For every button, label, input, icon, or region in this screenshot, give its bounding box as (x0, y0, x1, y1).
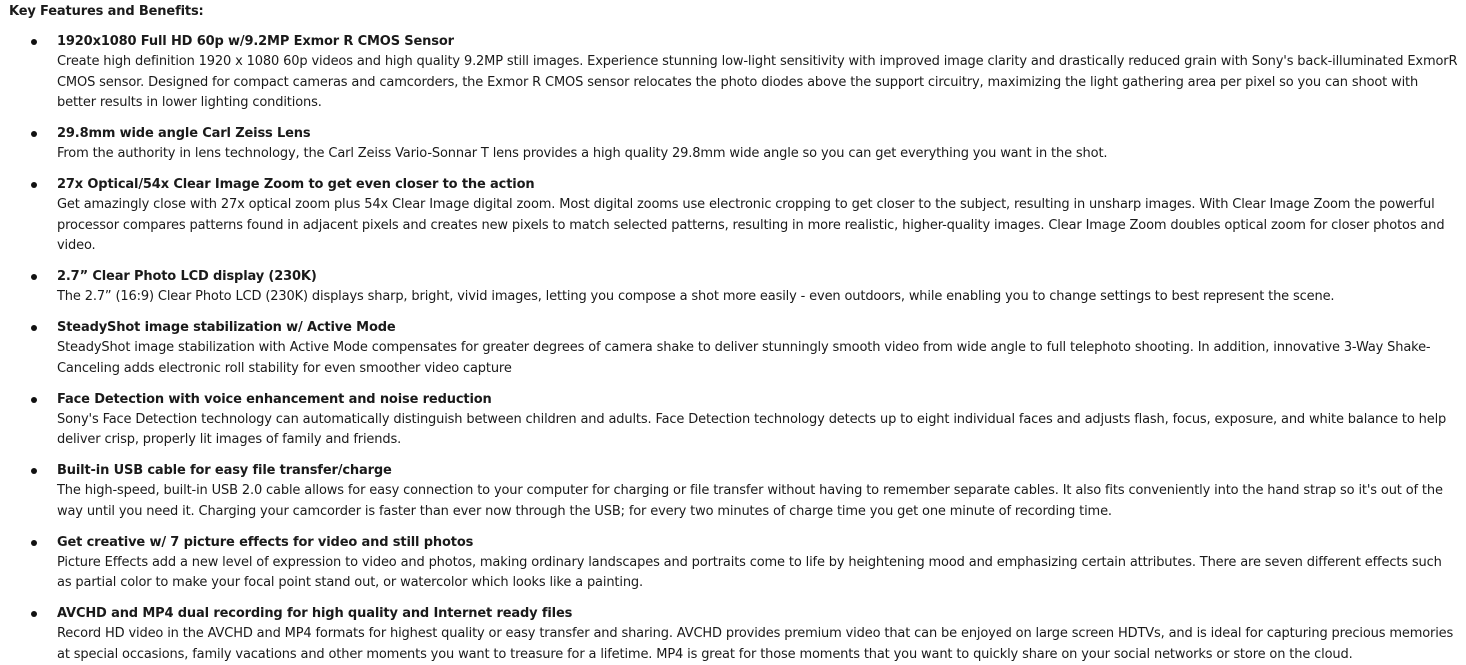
feature-item (9, 175, 1458, 257)
feature-title: AVCHD and MP4 dual recording for high quality and Internet ready files (57, 606, 573, 621)
feature-title: 29.8mm wide angle Carl Zeiss Lens (57, 126, 311, 141)
feature-description: Picture Effects add a new level of expression to video and photos, making ordinary landscapes and portraits come to life by heightening mood and emphasizing certain attributes. There are seven different effects such as partial color to make your focal point stand out, or watercolor which looks like a painting. (57, 554, 1442, 590)
section-heading: Key Features and Benefits: (9, 4, 204, 19)
bullet-icon (31, 540, 37, 546)
feature-title: Get creative w/ 7 picture effects for video and still photos (57, 534, 474, 550)
feature-description: Get amazingly close with 27x optical zoom plus 54x Clear Image digital zoom. Most digital zooms use electronic cropping to get closer to the subject, resulting in unsharp images. With Clear Image Zoom the powerful processor compares patterns found in adjacent pixels and creates new pixels to match selected patterns, resulting in more realistic, higher-quality images. Clear Image Zoom doubles optical zoom for closer photos and video. (57, 197, 1445, 253)
feature-description: From the authority in lens technology, the Carl Zeiss Vario-Sonnar T lens provides a high quality 29.8mm wide angle so you can get everything you want in the shot. (57, 146, 1108, 161)
feature-item (9, 267, 1458, 308)
bullet-icon (31, 468, 37, 474)
feature-item (9, 533, 1458, 594)
feature-item (9, 604, 1458, 665)
feature-description: Create high definition 1920 x 1080 60p videos and high quality 9.2MP still images. Experience stunning low-light sensitivity with improved image clarity and drastically reduced grain with Sony's back-illuminated ExmorR CMOS sensor. Designed for compact cameras and camcorders, the Exmor R CMOS sensor relocates the photo diodes above the support circuitry, maximizing the light gathering area per pixel so you can shoot with better results in lower lighting conditions. (57, 54, 1458, 110)
feature-item (9, 390, 1458, 451)
bullet-icon (31, 611, 37, 617)
bullet-icon (31, 397, 37, 403)
feature-item (9, 32, 1458, 114)
bullet-icon (31, 39, 37, 45)
feature-title: SteadyShot image stabilization w/ Active Mode (57, 320, 396, 335)
feature-title: 1920x1080 Full HD 60p w/9.2MP Exmor R CMOS Sensor (57, 34, 454, 49)
feature-title: Face Detection with voice enhancement and noise reduction (57, 391, 492, 407)
feature-description: SteadyShot image stabilization with Active Mode compensates for greater degrees of camera shake to deliver stunningly smooth video from wide angle to full telephoto shooting. In addition, innovative 3-Way Shake-Canceling adds electronic roll stability for even smoother video capture (57, 340, 1431, 376)
feature-title: 27x Optical/54x Clear Image Zoom to get even closer to the action (57, 177, 535, 192)
bullet-icon (31, 274, 37, 280)
feature-description: The 2.7” (16:9) Clear Photo LCD (230K) displays sharp, bright, vivid images, letting you compose a shot more easily - even outdoors, while enabling you to change settings to best represent the scene. (57, 289, 1335, 304)
feature-title: Built-in USB cable for easy file transfer/charge (57, 463, 392, 478)
bullet-icon (31, 182, 37, 188)
feature-item (9, 124, 1458, 165)
bullet-icon (31, 325, 37, 331)
bullet-icon (31, 131, 37, 137)
feature-item (9, 461, 1458, 522)
feature-description: The high-speed, built-in USB 2.0 cable allows for easy connection to your computer for charging or file transfer without having to remember separate cables. It also fits conveniently into the hand strap so it's out of the way until you need it. Charging your camcorder is faster than ever now through the USB; for every two minutes of charge time you get one minute of recording time. (57, 483, 1443, 519)
feature-list (9, 32, 1458, 665)
feature-item (9, 318, 1458, 379)
feature-description: Record HD video in the AVCHD and MP4 formats for highest quality or easy transfer and sharing. AVCHD provides premium video that can be enjoyed on large screen HDTVs, and is ideal for capturing precious memories at special occasions, family vacations and other moments you want to treasure for a lifetime. MP4 is great for those moments that you want to quickly share on your social networks or store on the cloud. (57, 626, 1454, 662)
feature-title: 2.7” Clear Photo LCD display (230K) (57, 269, 317, 284)
feature-description: Sony's Face Detection technology can automatically distinguish between children and adults. Face Detection technology detects up to eight individual faces and adjusts flash, focus, exposure, and white balance to help deliver crisp, properly lit images of family and friends. (57, 411, 1447, 447)
